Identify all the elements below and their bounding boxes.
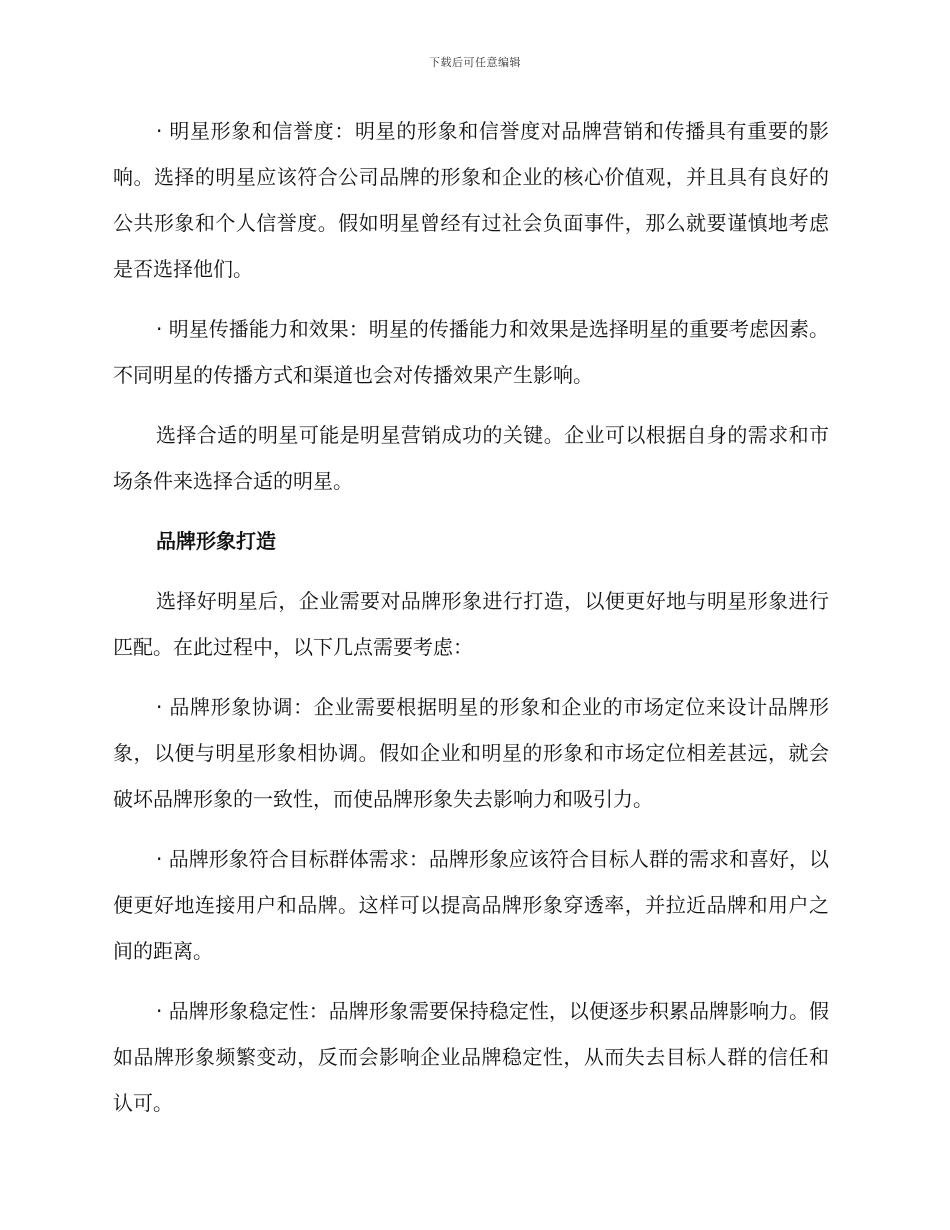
- paragraph-brand-image-coordination: · 品牌形象协调：企业需要根据明星的形象和企业的市场定位来设计品牌形象，以便与明星形象相协调。假如企业和明星的形象和市场定位相差甚远，就会破坏品牌形象的一致性，而使品牌形象失去影响力和吸引力。: [113, 695, 829, 811]
- document-body: [113, 108, 829, 1140]
- paragraph-brand-image-stability: · 品牌形象稳定性：品牌形象需要保持稳定性，以便逐步积累品牌影响力。假如品牌形象频繁变动，反而会影响企业品牌稳定性，从而失去目标人群的信任和认可。: [113, 999, 829, 1115]
- paragraph-brand-image-target-group: · 品牌形象符合目标群体需求：品牌形象应该符合目标人群的需求和喜好，以便更好地连接用户和品牌。这样可以提高品牌形象穿透率，并拉近品牌和用户之间的距离。: [113, 847, 829, 963]
- paragraph-star-communication: · 明星传播能力和效果：明星的传播能力和效果是选择明星的重要考虑因素。不同明星的传播方式和渠道也会对传播效果产生影响。: [113, 317, 829, 387]
- section-heading-brand-image: 品牌形象打造: [156, 529, 276, 553]
- paragraph-choose-star-summary: 选择合适的明星可能是明星营销成功的关键。企业可以根据自身的需求和市场条件来选择合适的明星。: [113, 423, 829, 493]
- paragraph-star-image-reputation: · 明星形象和信誉度：明星的形象和信誉度对品牌营销和传播具有重要的影响。选择的明星应该符合公司品牌的形象和企业的核心价值观，并且具有良好的公共形象和个人信誉度。假如明星曾经有过社会负面事件，那么就要谨慎地考虑是否选择他们。: [113, 119, 829, 281]
- page-header: 下载后可任意编辑: [429, 56, 521, 69]
- paragraph-brand-image-intro: 选择好明星后，企业需要对品牌形象进行打造，以便更好地与明星形象进行匹配。在此过程中，以下几点需要考虑：: [113, 589, 829, 659]
